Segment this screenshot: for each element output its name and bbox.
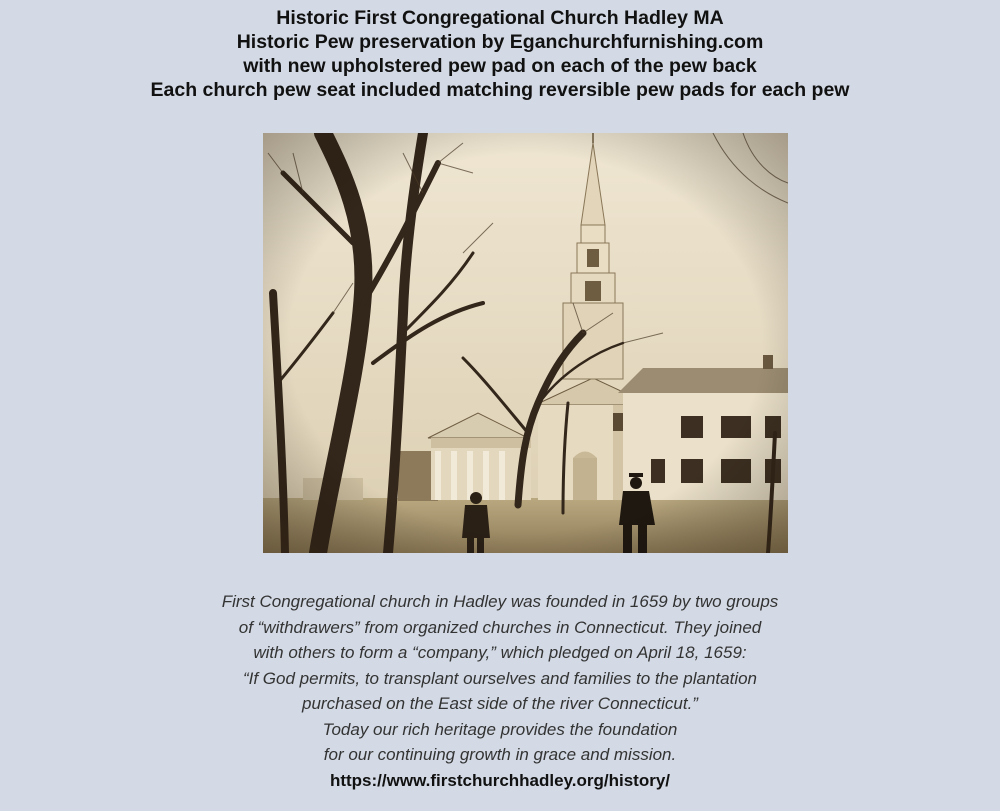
header-subtitle-reversible-pads: Each church pew seat included matching reversible pew pads for each pew [150, 79, 850, 101]
church-photo [263, 133, 788, 553]
caption-line-6: Today our rich heritage provides the foundation [322, 719, 678, 739]
caption-line-4: “If God permits, to transplant ourselves and families to the plantation [242, 668, 758, 688]
history-caption [150, 589, 850, 794]
history-link[interactable]: https://www.firstchurchhadley.org/history/ [329, 770, 671, 790]
caption-line-1: First Congregational church in Hadley was founded in 1659 by two groups [221, 592, 779, 611]
caption-line-3: with others to form a “company,” which pledged on April 18, 1659: [253, 643, 747, 662]
page-header [0, 6, 1000, 102]
header-subtitle-pew-pad: with new upholstered pew pad on each of the pew back [243, 55, 757, 77]
church-photo-illustration [263, 133, 788, 553]
header-title: Historic First Congregational Church Hadley MA [276, 7, 724, 29]
header-subtitle-preservation: Historic Pew preservation by Eganchurchfurnishing.com [236, 31, 764, 53]
caption-line-2: of “withdrawers” from organized churches in Connecticut. They joined [238, 617, 762, 637]
caption-line-5: purchased on the East side of the river Connecticut.” [302, 694, 698, 713]
caption-line-7: for our continuing growth in grace and mission. [323, 745, 677, 764]
